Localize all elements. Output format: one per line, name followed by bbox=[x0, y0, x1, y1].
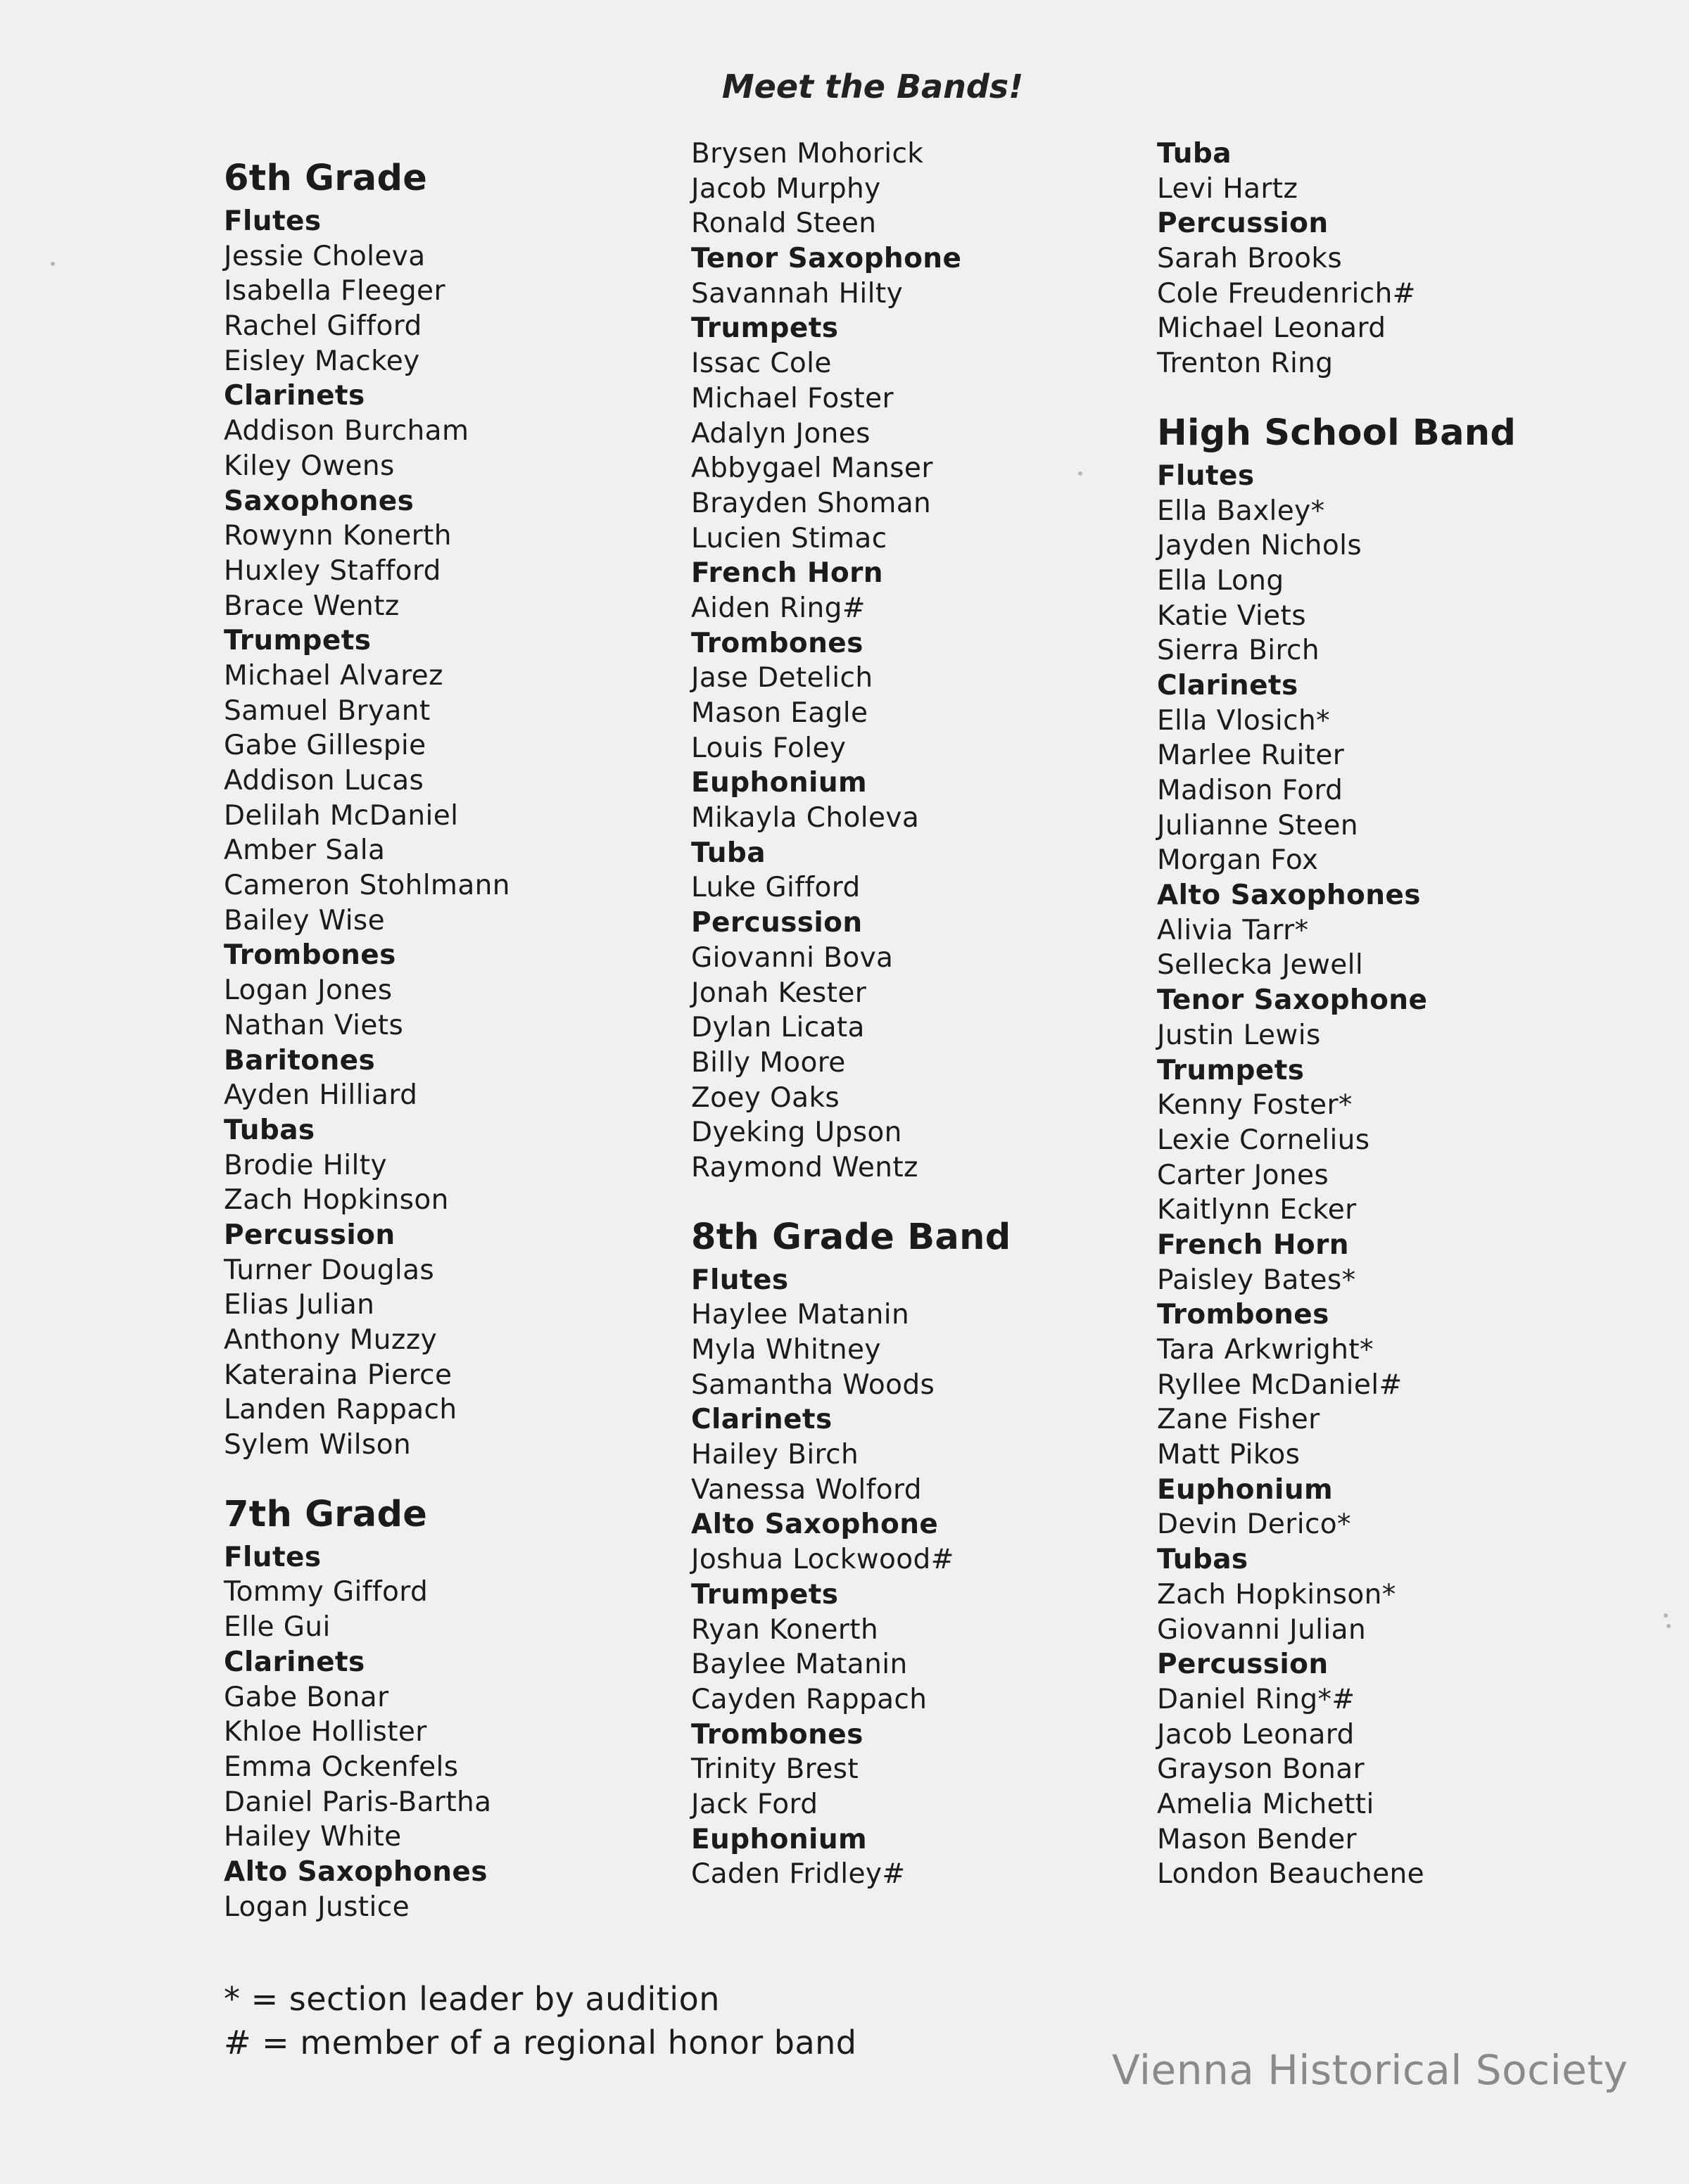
member-name: Michael Alvarez bbox=[224, 659, 443, 692]
member-name: Dylan Licata bbox=[691, 1012, 865, 1044]
instrument-heading: Flutes bbox=[224, 205, 322, 237]
member-name: Bailey Wise bbox=[224, 904, 386, 937]
member-name: Julianne Steen bbox=[1157, 809, 1358, 842]
instrument-heading: Flutes bbox=[691, 1264, 789, 1296]
instrument-heading: Trumpets bbox=[691, 1578, 839, 1611]
watermark: Vienna Historical Society bbox=[1112, 2046, 1628, 2094]
instrument-heading: Clarinets bbox=[224, 380, 365, 412]
member-name: Anthony Muzzy bbox=[224, 1324, 438, 1356]
member-name: Alivia Tarr* bbox=[1157, 914, 1309, 946]
instrument-heading: Tenor Saxophone bbox=[691, 243, 962, 275]
instrument-heading: Percussion bbox=[691, 907, 863, 939]
instrument-heading: Percussion bbox=[1157, 1649, 1329, 1681]
member-name: Sarah Brooks bbox=[1157, 243, 1343, 275]
member-name: Zach Hopkinson* bbox=[1157, 1578, 1396, 1611]
member-name: Cole Freudenrich# bbox=[1157, 277, 1416, 310]
member-name: Kenny Foster* bbox=[1157, 1089, 1353, 1122]
member-name: Kaitlynn Ecker bbox=[1157, 1194, 1357, 1226]
member-name: Tara Arkwright* bbox=[1157, 1334, 1374, 1366]
scan-speck bbox=[1666, 1624, 1671, 1628]
member-name: Abbygael Manser bbox=[691, 452, 933, 485]
member-name: Addison Burcham bbox=[224, 415, 469, 447]
column-3 bbox=[1157, 138, 1614, 1923]
member-name: Caden Fridley# bbox=[691, 1858, 906, 1891]
member-name: Brodie Hilty bbox=[224, 1149, 387, 1181]
band-continued bbox=[691, 136, 1149, 1186]
member-name: Isabella Fleeger bbox=[224, 275, 445, 307]
member-name: Elias Julian bbox=[224, 1289, 375, 1321]
scan-speck bbox=[51, 262, 55, 266]
member-name: Turner Douglas bbox=[224, 1254, 435, 1286]
member-name: Louis Foley bbox=[691, 732, 847, 764]
instrument-heading: Clarinets bbox=[224, 1646, 365, 1678]
member-name: Luke Gifford bbox=[691, 872, 861, 904]
instrument-heading: Trumpets bbox=[691, 312, 839, 345]
instrument-heading: Trombones bbox=[1157, 1299, 1329, 1331]
member-name: Zane Fisher bbox=[1157, 1404, 1320, 1436]
member-name: Aiden Ring# bbox=[691, 592, 866, 624]
instrument-heading: Tubas bbox=[1157, 1544, 1248, 1576]
member-name: Brayden Shoman bbox=[691, 487, 932, 519]
member-name: Ryllee McDaniel# bbox=[1157, 1369, 1403, 1401]
member-name: Lexie Cornelius bbox=[1157, 1124, 1370, 1156]
member-name: Emma Ockenfels bbox=[224, 1751, 459, 1783]
band-title: High School Band bbox=[1157, 412, 1517, 454]
instrument-heading: Percussion bbox=[224, 1219, 396, 1251]
member-name: Landen Rappach bbox=[224, 1394, 457, 1426]
member-name: Issac Cole bbox=[691, 348, 832, 380]
member-name: Giovanni Bova bbox=[691, 941, 894, 974]
instrument-heading: Euphonium bbox=[691, 767, 868, 799]
member-name: Tommy Gifford bbox=[224, 1576, 429, 1608]
member-name: Addison Lucas bbox=[224, 765, 424, 796]
member-name: Sellecka Jewell bbox=[1157, 949, 1364, 982]
instrument-heading: Trombones bbox=[691, 627, 864, 659]
member-name: Myla Whitney bbox=[691, 1334, 881, 1366]
member-name: Nathan Viets bbox=[224, 1009, 404, 1041]
member-name: Ella Baxley* bbox=[1157, 495, 1325, 527]
member-name: Savannah Hilty bbox=[691, 277, 904, 310]
member-name: Sierra Birch bbox=[1157, 635, 1320, 667]
member-name: Paisley Bates* bbox=[1157, 1264, 1356, 1296]
member-name: Mason Bender bbox=[1157, 1823, 1357, 1855]
member-name: Jase Detelich bbox=[691, 662, 873, 694]
band-title: 7th Grade bbox=[224, 1493, 428, 1535]
member-name: Carter Jones bbox=[1157, 1159, 1329, 1191]
instrument-heading: Clarinets bbox=[691, 1404, 833, 1436]
member-name: Vanessa Wolford bbox=[691, 1473, 922, 1506]
member-name: Amber Sala bbox=[224, 834, 386, 867]
member-name: Sylem Wilson bbox=[224, 1429, 412, 1461]
member-name: Gabe Gillespie bbox=[224, 730, 426, 762]
instrument-heading: Clarinets bbox=[1157, 669, 1298, 701]
legend-honor-band: # = member of a regional honor band bbox=[224, 2024, 857, 2062]
member-name: Kiley Owens bbox=[224, 450, 395, 482]
member-name: Lucien Stimac bbox=[691, 522, 887, 554]
member-name: Grayson Bonar bbox=[1157, 1753, 1365, 1786]
member-name: Marlee Ruiter bbox=[1157, 739, 1345, 772]
band-title: 8th Grade Band bbox=[691, 1216, 1011, 1258]
member-name: Baylee Matanin bbox=[691, 1649, 908, 1681]
member-name: Eisley Mackey bbox=[224, 345, 420, 377]
member-name: London Beauchene bbox=[1157, 1858, 1424, 1891]
instrument-heading: Alto Saxophones bbox=[224, 1855, 488, 1888]
member-name: Zach Hopkinson bbox=[224, 1184, 449, 1217]
member-name: Rachel Gifford bbox=[224, 310, 422, 343]
band-title: 6th Grade bbox=[224, 158, 428, 199]
instrument-heading: Trombones bbox=[691, 1718, 864, 1751]
member-name: Devin Derico* bbox=[1157, 1509, 1351, 1541]
instrument-heading: Trumpets bbox=[224, 625, 372, 657]
instrument-heading: Flutes bbox=[1157, 459, 1255, 492]
scan-speck bbox=[1664, 1613, 1668, 1618]
member-name: Cameron Stohlmann bbox=[224, 870, 510, 902]
member-name: Delilah McDaniel bbox=[224, 799, 459, 832]
member-name: Ronald Steen bbox=[691, 208, 877, 240]
member-name: Michael Leonard bbox=[1157, 312, 1386, 345]
member-name: Madison Ford bbox=[1157, 775, 1343, 806]
member-name: Elle Gui bbox=[224, 1611, 331, 1644]
member-name: Daniel Ring*# bbox=[1157, 1683, 1355, 1715]
legend-section-leader: * = section leader by audition bbox=[224, 1980, 720, 2018]
band-continued bbox=[1157, 136, 1614, 381]
instrument-heading: French Horn bbox=[691, 557, 883, 590]
member-name: Trinity Brest bbox=[691, 1753, 859, 1786]
member-name: Cayden Rappach bbox=[691, 1683, 928, 1715]
member-name: Samuel Bryant bbox=[224, 694, 431, 727]
instrument-heading: Baritones bbox=[224, 1044, 376, 1077]
member-name: Mikayla Choleva bbox=[691, 802, 920, 834]
member-name: Ella Long bbox=[1157, 564, 1284, 597]
instrument-heading: Percussion bbox=[1157, 208, 1329, 240]
member-name: Jessie Choleva bbox=[224, 240, 426, 272]
member-name: Zoey Oaks bbox=[691, 1081, 840, 1114]
instrument-heading: Tuba bbox=[1157, 138, 1232, 170]
member-name: Logan Jones bbox=[224, 974, 393, 1007]
member-name: Trenton Ring bbox=[1157, 348, 1334, 380]
band-high-school-band bbox=[1157, 412, 1614, 1892]
member-name: Giovanni Julian bbox=[1157, 1613, 1367, 1646]
member-name: Daniel Paris-Bartha bbox=[224, 1786, 492, 1818]
member-name: Haylee Matanin bbox=[691, 1299, 910, 1331]
instrument-heading: Saxophones bbox=[224, 485, 415, 517]
band-7th-grade bbox=[224, 1494, 681, 1925]
member-name: Amelia Michetti bbox=[1157, 1788, 1374, 1820]
scan-speck bbox=[1078, 471, 1082, 476]
member-name: Justin Lewis bbox=[1157, 1019, 1321, 1051]
instrument-heading: Euphonium bbox=[1157, 1473, 1334, 1506]
member-name: Morgan Fox bbox=[1157, 844, 1319, 877]
member-name: Huxley Stafford bbox=[224, 554, 441, 587]
member-name: Samantha Woods bbox=[691, 1369, 935, 1401]
member-name: Ella Vlosich* bbox=[1157, 704, 1330, 737]
member-name: Jack Ford bbox=[691, 1788, 818, 1820]
member-name: Khloe Hollister bbox=[224, 1716, 427, 1748]
legend bbox=[224, 1977, 857, 2064]
member-name: Raymond Wentz bbox=[691, 1151, 918, 1183]
instrument-heading: Alto Saxophones bbox=[1157, 880, 1421, 912]
member-name: Adalyn Jones bbox=[691, 417, 871, 450]
instrument-heading: Alto Saxophone bbox=[691, 1509, 939, 1541]
instrument-heading: Tuba bbox=[691, 837, 766, 869]
column-1 bbox=[224, 158, 681, 1955]
instrument-heading: Tubas bbox=[224, 1114, 315, 1146]
member-name: Rowynn Konerth bbox=[224, 520, 452, 552]
member-name: Hailey White bbox=[224, 1821, 402, 1853]
instrument-heading: French Horn bbox=[1157, 1228, 1349, 1261]
page-title: Meet the Bands! bbox=[721, 68, 1024, 106]
band-6th-grade bbox=[224, 158, 681, 1463]
member-name: Levi Hartz bbox=[1157, 172, 1298, 205]
member-name: Matt Pikos bbox=[1157, 1439, 1301, 1471]
member-name: Jacob Murphy bbox=[691, 172, 881, 205]
member-name: Mason Eagle bbox=[691, 697, 868, 729]
member-name: Dyeking Upson bbox=[691, 1117, 902, 1149]
band-8th-grade-band bbox=[691, 1217, 1149, 1892]
member-name: Brace Wentz bbox=[224, 590, 400, 622]
member-name: Kateraina Pierce bbox=[224, 1359, 453, 1391]
member-name: Logan Justice bbox=[224, 1891, 410, 1923]
member-name: Brysen Mohorick bbox=[691, 138, 924, 170]
instrument-heading: Euphonium bbox=[691, 1823, 868, 1855]
member-name: Gabe Bonar bbox=[224, 1681, 389, 1713]
instrument-heading: Tenor Saxophone bbox=[1157, 984, 1428, 1017]
member-name: Joshua Lockwood# bbox=[691, 1544, 954, 1576]
member-name: Jayden Nichols bbox=[1157, 530, 1362, 562]
member-name: Ayden Hilliard bbox=[224, 1079, 418, 1112]
member-name: Jacob Leonard bbox=[1157, 1718, 1355, 1751]
instrument-heading: Trumpets bbox=[1157, 1054, 1305, 1086]
member-name: Hailey Birch bbox=[691, 1439, 859, 1471]
member-name: Ryan Konerth bbox=[691, 1613, 879, 1646]
member-name: Jonah Kester bbox=[691, 977, 867, 1009]
column-2 bbox=[691, 138, 1149, 1923]
member-name: Michael Foster bbox=[691, 382, 894, 414]
member-name: Katie Viets bbox=[1157, 599, 1306, 632]
member-name: Billy Moore bbox=[691, 1046, 846, 1079]
instrument-heading: Flutes bbox=[224, 1541, 322, 1573]
instrument-heading: Trombones bbox=[224, 939, 396, 972]
